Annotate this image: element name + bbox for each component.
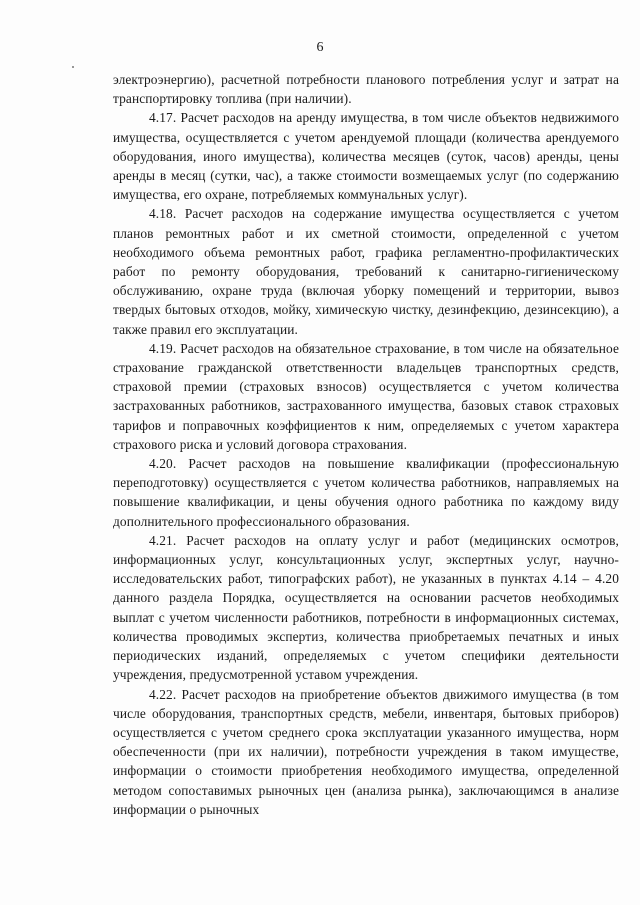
paragraph-4-17: 4.17. Расчет расходов на аренду имущества, в том числе объектов недвижимого имущества, осуществляется с учетом арендуемой площади (количества арендуемого оборудования, иного имущества), количества месяцев (суток, часов) аренды, цены аренды в месяц (сутки, час), а также стоимости возмещаемых услуг (по содержанию имущества, его охране, потребляемых коммунальных услуг). [113,110,619,203]
paragraph-continuation: электроэнергию), расчетной потребности планового потребления услуг и затрат на транспортировку топлива (при наличии). [113,72,619,107]
document-body [113,70,619,819]
paragraph-4-19: 4.19. Расчет расходов на обязательное страхование, в том числе на обязательное страхование гражданской ответственности владельцев транспортных средств, страховой премии (страховых взносов) осуществляется с учетом количества застрахованных работников, застрахованного имущества, базовых ставок страховых тарифов и поправочных коэффициентов к ним, определяемых с учетом характера страхового риска и условий договора страхования. [113,340,619,452]
paragraph-4-18: 4.18. Расчет расходов на содержание имущества осуществляется с учетом планов ремонтных работ и их сметной стоимости, определенной с учетом необходимого объема ремонтных работ, графика регламентно-профилактических работ по ремонту оборудования, требований к санитарно-гигиеническому обслуживанию, охране труда (включая уборку помещений и территории, вывоз твердых бытовых отходов, мойку, химическую чистку, дезинфекцию, дезинсекцию), а также правил его эксплуатации. [113,206,619,337]
scan-speck [72,66,74,68]
page-number: 6 [316,40,324,55]
paragraph-4-20: 4.20. Расчет расходов на повышение квалификации (профессиональную переподготовку) осуществляется с учетом количества работников, направляемых на повышение квалификации, и цены обучения одного работника по каждому виду дополнительного профессионального образования. [113,456,619,529]
paragraph-4-21: 4.21. Расчет расходов на оплату услуг и работ (медицинских осмотров, информационных услуг, консультационных услуг, экспертных услуг, научно-исследовательских работ, типографских работ), не указанных в пунктах 4.14 – 4.20 данного раздела Порядка, осуществляется на основании расчетов необходимых выплат с учетом численности работников, потребности в информационных системах, количества проводимых экспертиз, количества приобретаемых печатных и иных периодических изданий, определяемых с учетом специфики деятельности учреждения, предусмотренной уставом учреждения. [113,532,619,683]
paragraph-4-22: 4.22. Расчет расходов на приобретение объектов движимого имущества (в том числе оборудования, транспортных средств, мебели, инвентаря, бытовых приборов) осуществляется с учетом среднего срока эксплуатации указанного имущества, норм обеспеченности (при их наличии), потребности учреждения в таком имуществе, информации о стоимости приобретения необходимого имущества, определенной методом сопоставимых рыночных цен (анализа рынка), заключающимся в анализе информации о рыночных [113,686,619,817]
